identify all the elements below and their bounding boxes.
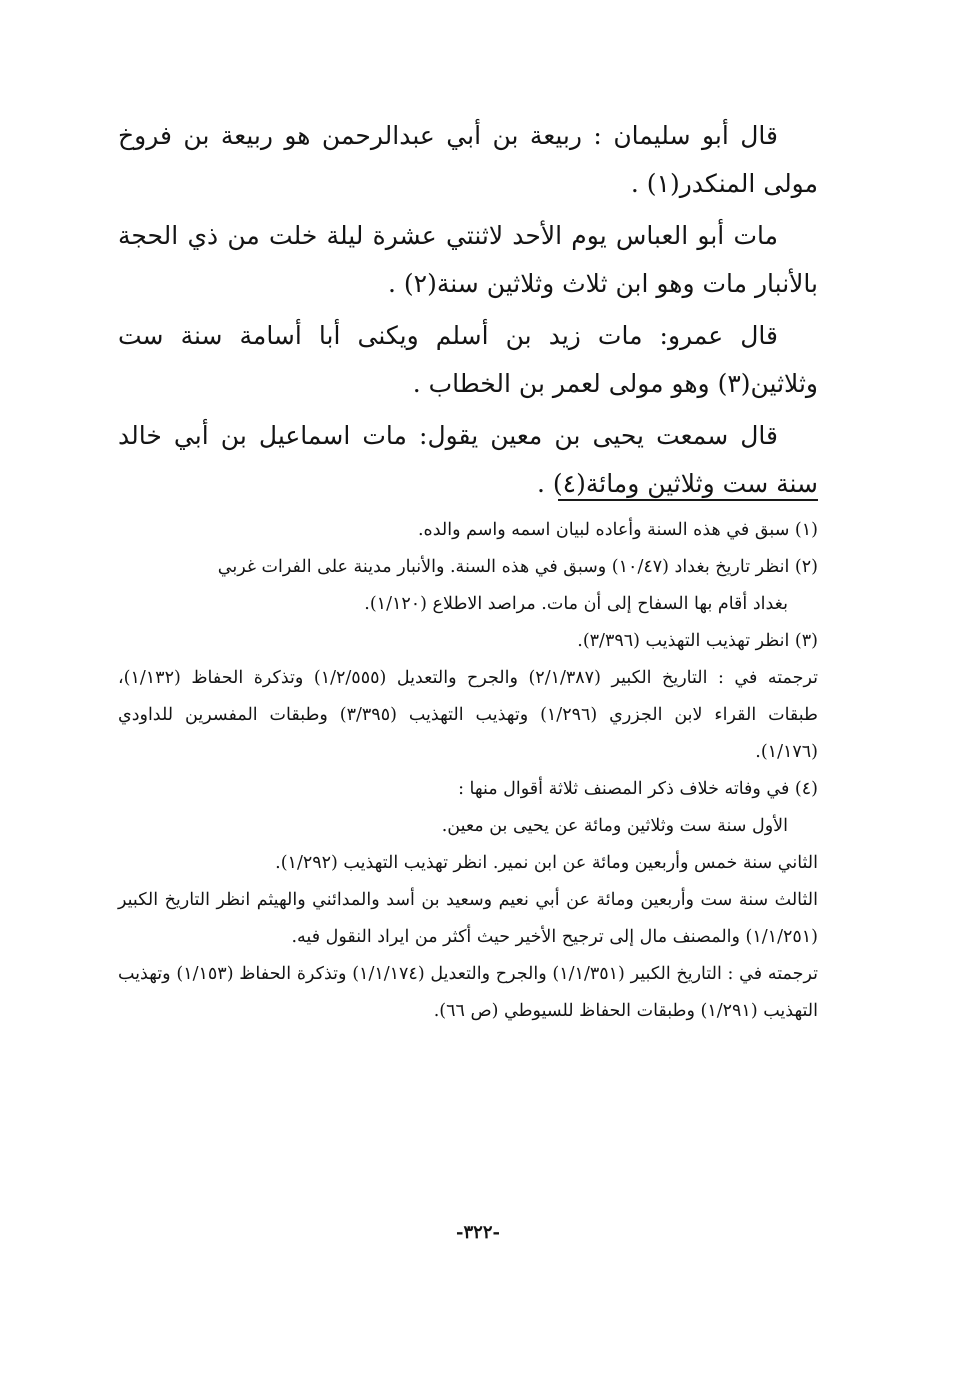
- paragraph-rabia: قال أبو سليمان : ربيعة بن أبي عبدالرحمن هو ربيعة بن فروخ مولى المنكدر(١) .: [118, 121, 818, 198]
- footnote-3-biography: ترجمته في : التاريخ الكبير (٢/١/٣٨٧) والجرح والتعديل (١/٢/٥٥٥) وتذكرة الحفاظ (١/١٣٢)، طبقات القراء لابن الجزري (١/٢٩٦) وتهذيب التهذيب (٣/٣٩٥) وطبقات المفسرين للداودي (١/١٧٦).: [118, 668, 818, 762]
- footnote-4-first-opinion: الأول سنة ست وثلاثين ومائة عن يحيى بن معين.: [441, 816, 788, 836]
- footnote-4-second-opinion: الثاني سنة خمس وأربعين ومائة عن ابن نمير. انظر تهذيب التهذيب (١/٢٩٢).: [275, 853, 818, 873]
- paragraph-abu-al-abbas: مات أبو العباس يوم الأحد لاثنتي عشرة ليلة خلت من ذي الحجة بالأنبار مات وهو ابن ثلاث وثلاثين سنة(٢) .: [118, 221, 818, 298]
- main-text-block: [118, 112, 818, 512]
- paragraph-ismail-ibn-abi-khalid: قال سمعت يحيى بن معين يقول: مات اسماعيل بن أبي خالد سنة ست وثلاثين ومائة(٤) .: [118, 421, 818, 498]
- footnote-4: (٤) في وفاته خلاف ذكر المصنف ثلاثة أقوال منها :: [458, 779, 818, 799]
- footnote-1: (١) سبق في هذه السنة وأعاده لبيان اسمه واسم والده.: [417, 520, 818, 540]
- paragraph-zayd-ibn-aslam: قال عمرو: مات زيد بن أسلم ويكنى أبا أسامة سنة ست وثلاثين(٣) وهو مولى لعمر بن الخطاب .: [118, 321, 818, 398]
- footnote-4-third-opinion: الثالث سنة ست وأربعين ومائة عن أبي نعيم وسعيد بن أسد والمدائني والهيثم انظر التاريخ الكبير (١/١/٢٥١) والمصنف مال إلى ترجيح الأخير حيث أكثر من ايراد النقول فيه.: [118, 890, 818, 947]
- footnote-2: (٢) انظر تاريخ بغداد (١٠/٤٧) وسبق في هذه السنة. والأنبار مدينة على الفرات غربي: [217, 557, 818, 577]
- footnote-3: (٣) انظر تهذيب التهذيب (٣/٣٩٦).: [577, 631, 818, 651]
- footnotes-block: [118, 512, 818, 1030]
- page-number: -٣٢٢-: [456, 1222, 500, 1243]
- footnote-divider: [558, 499, 818, 501]
- footnote-4-biography: ترجمته في : التاريخ الكبير (١/١/٣٥١) والجرح والتعديل (١/١/١٧٤) وتذكرة الحفاظ (١/١٥٣) وتهذيب التهذيب (١/٢٩١) وطبقات الحفاظ للسيوطي (ص ٦٦).: [118, 964, 818, 1021]
- footnote-2-continuation: بغداد أقام بها السفاح إلى أن مات. مراصد الاطلاع (١/١٢٠).: [364, 594, 788, 614]
